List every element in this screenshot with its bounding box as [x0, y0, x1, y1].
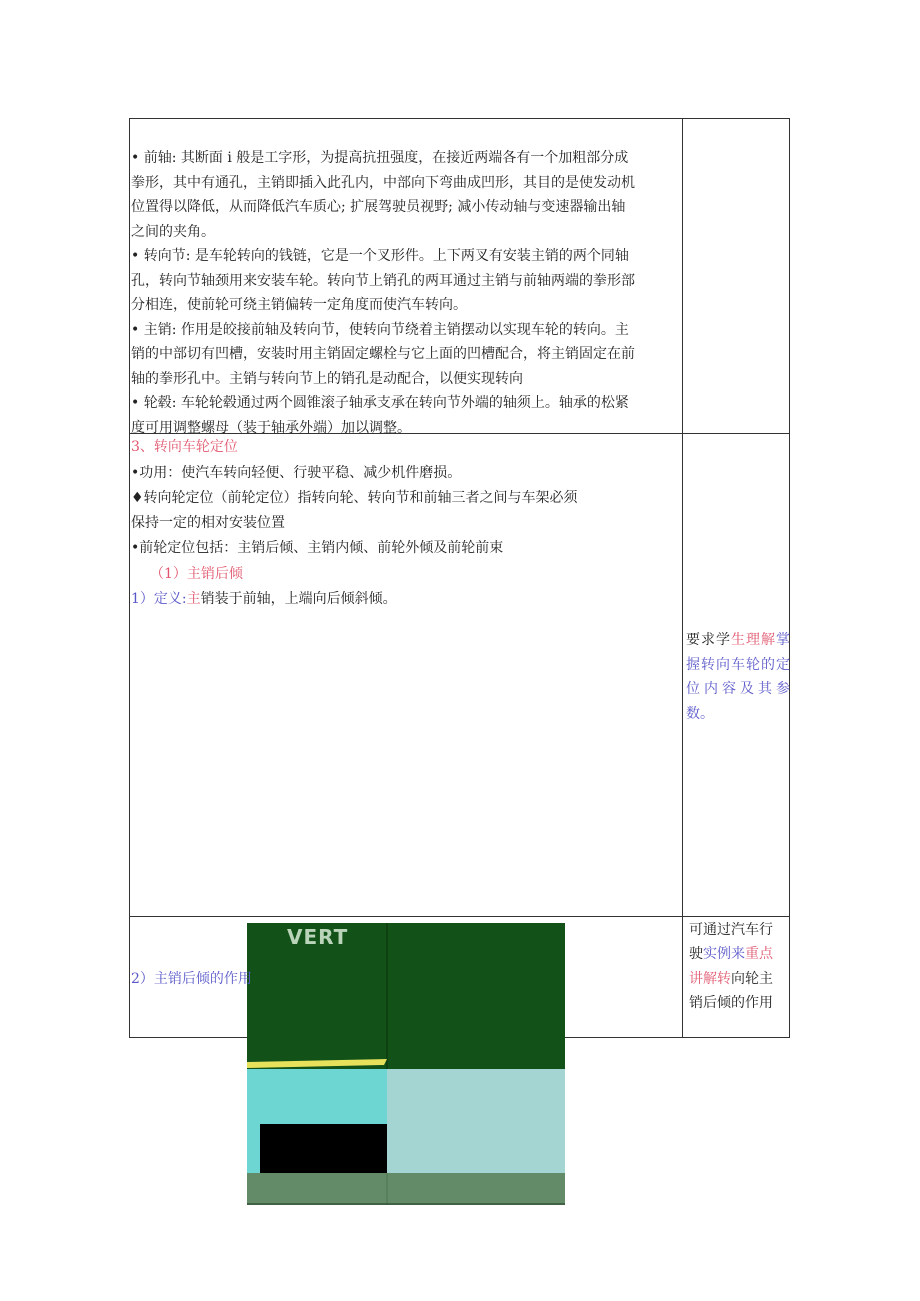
description-line: 分相连，使前轮可绕主销偏转一定角度而使汽车转向。 — [131, 297, 467, 313]
note-segment: 重点 — [745, 946, 773, 963]
definition-rest: 销装于前轴，上端向后倾斜倾。 — [200, 591, 397, 607]
note-segment: 要求学 — [686, 632, 731, 648]
description-line: 拳形，其中有通孔，主销即插入此孔内，中部向下弯曲成凹形，其目的是使发动机 — [131, 174, 635, 191]
side-note-requirements — [683, 628, 790, 726]
note-segment: 讲解转 — [689, 970, 731, 987]
alignment-items-line: •前轮定位包括：主销后倾、主销内倾、前轮外倾及前轮前束 — [131, 540, 504, 556]
subsection-heading: （1）主销后倾 — [150, 565, 243, 582]
cell-caster-function — [130, 967, 682, 992]
note-segment: 销后倾的作用 — [689, 995, 773, 1012]
teaching-note — [689, 918, 786, 1016]
figure-light-teal-block — [387, 1069, 565, 1174]
description-line: 位置得以降低，从而降低汽车质心; 扩展驾驶员视野; 减小传动轴与变速器输出轴 — [131, 199, 626, 215]
column-divider — [682, 119, 683, 1037]
note-line — [689, 942, 786, 966]
description-line: 销的中部切有凹槽，安装时用主销固定螺栓与它上面的凹槽配合，将主销固定在前 — [131, 346, 635, 362]
cell-wheel-alignment — [130, 435, 682, 949]
note-segment: 向轮主 — [731, 970, 773, 987]
note-segment: 解 — [761, 632, 776, 648]
side-note-teaching — [683, 917, 790, 1016]
note-line — [689, 967, 786, 991]
description-line: • 前轴: 其断面 i 般是工字形，为提高抗扭强度，在接近两端各有一个加粗部分成 — [131, 150, 629, 166]
kingpin-caster-figure — [247, 923, 565, 1205]
parts-description — [131, 146, 680, 440]
note-line — [689, 991, 786, 1015]
description-line: 之间的夹角。 — [131, 223, 215, 240]
function-line: •功用：使汽车转向轻便、行驶平稳、减少机件磨损。 — [131, 464, 462, 481]
note-segment: 驶 — [689, 946, 703, 963]
note-segment: 实例来 — [703, 946, 745, 963]
note-segment: 可通过汽车行 — [689, 922, 773, 938]
description-line: 孔，转向节轴颈用来安装车轮。转向节上销孔的两耳通过主销与前轴两端的拳形部 — [131, 272, 635, 289]
cell-front-axle-parts — [130, 146, 682, 440]
description-line: • 轮毂: 车轮轮毂通过两个圆锥滚子轴承支承在转向节外端的轴须上。轴承的松紧 — [131, 395, 629, 411]
caster-function-heading: 2）主销后倾的作用 — [131, 971, 252, 987]
description-line: 度可用调整螺母（装于轴承外端）加以调整。 — [131, 419, 411, 436]
figure-gray-green-base — [247, 1173, 565, 1205]
definition-line-cont: 保持一定的相对安装位置 — [131, 514, 285, 531]
note-segment: 生理 — [731, 632, 761, 648]
note-segment: 掌握转向车轮的定位内容及其参数。 — [686, 632, 790, 722]
content-table — [129, 118, 790, 1038]
requirement-note — [686, 628, 790, 726]
figure-label-vert: VERT — [287, 925, 349, 949]
figure-black-block — [260, 1124, 387, 1174]
description-line: • 转向节: 是车轮转向的钱链，它是一个叉形件。上下两叉有安装主销的两个同轴 — [131, 248, 629, 264]
definition-prefix: 1）定义: — [131, 591, 187, 607]
definition-mid: 主 — [186, 591, 201, 607]
section-heading: 3、转向车轮定位 — [131, 439, 238, 455]
description-line: 轴的拳形孔中。主销与转向节上的销孔是动配合，以便实现转向 — [131, 370, 523, 387]
description-line: • 主销: 作用是皎接前轴及转向节，使转向节绕着主销摆动以实现车轮的转向。主 — [131, 321, 629, 338]
kingpin-definition — [131, 587, 682, 612]
figure-image — [247, 923, 565, 1205]
definition-line: ♦转向轮定位（前轮定位）指转向轮、转向节和前轴三者之间与车架必须 — [131, 490, 578, 506]
note-line — [689, 918, 786, 942]
